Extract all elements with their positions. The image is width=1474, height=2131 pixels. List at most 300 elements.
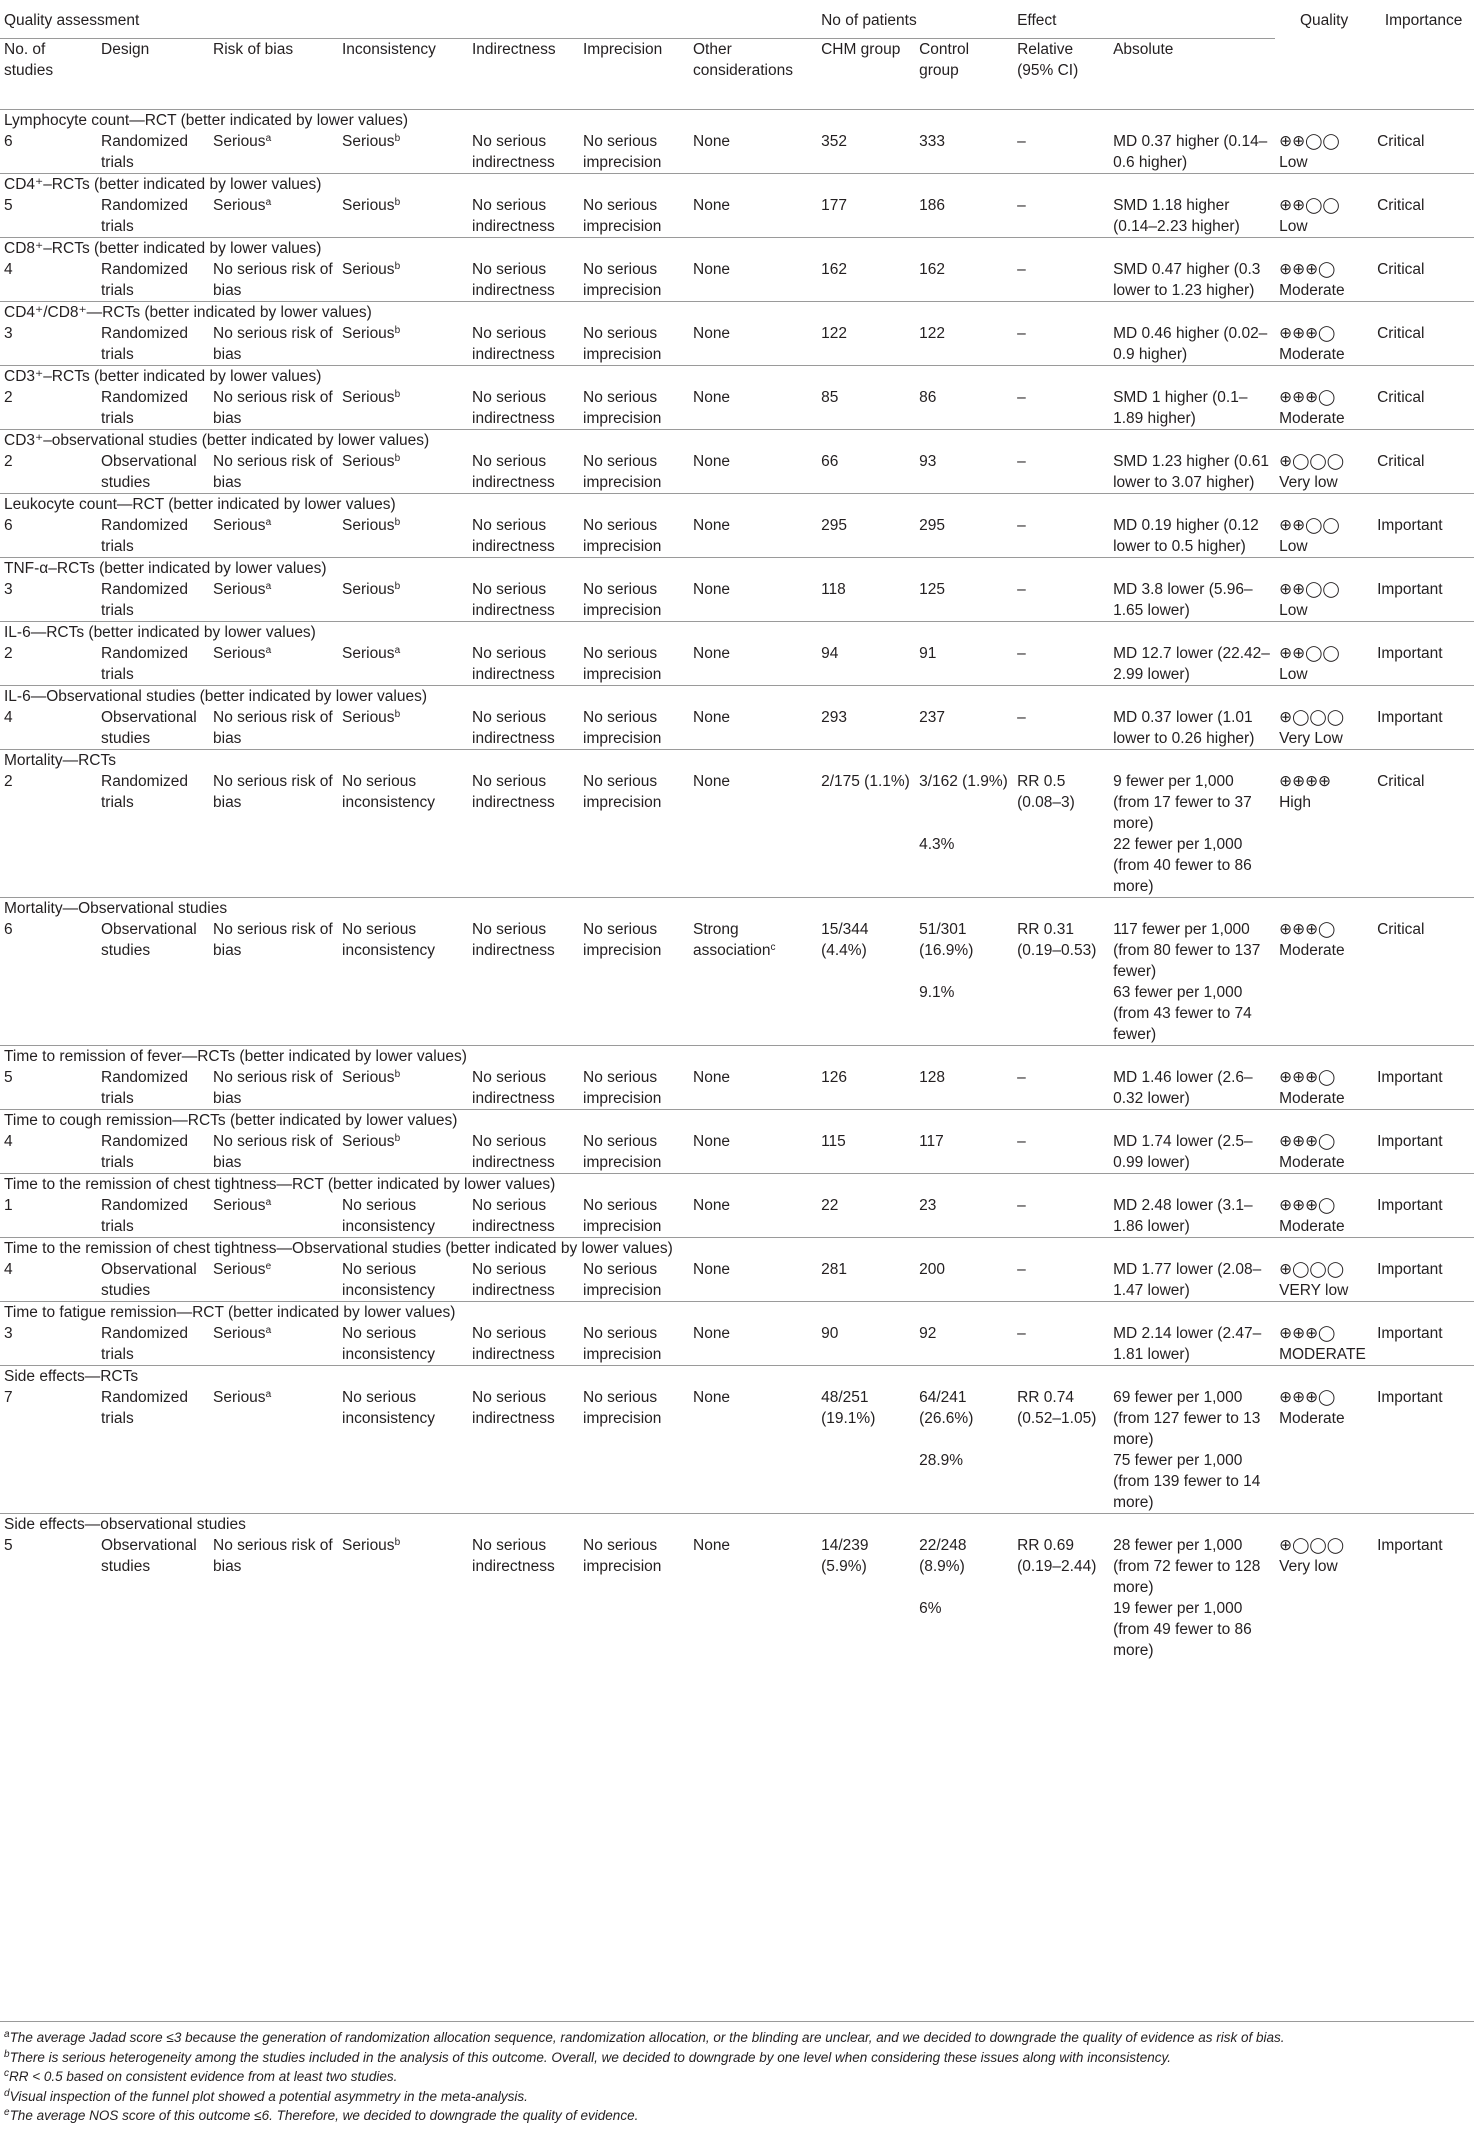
cell-no-of-studies: 2	[4, 773, 13, 790]
cell-imprecision: No serious imprecision	[583, 389, 662, 427]
cell-absolute: SMD 1.18 higher (0.14–2.23 higher)	[1113, 197, 1240, 235]
cell-risk-of-bias-text: No serious risk of bias	[213, 1069, 333, 1107]
cell-inconsistency	[338, 1131, 468, 1174]
table-row	[0, 1323, 1474, 1366]
col-imprecision: Imprecision	[579, 39, 689, 110]
cell-imprecision: No serious imprecision	[583, 517, 662, 555]
footnote-mark: a	[265, 517, 272, 528]
cell-chm-group: 118	[821, 581, 846, 598]
cell-other-considerations	[689, 1450, 817, 1514]
cell-risk-of-bias	[209, 1067, 338, 1110]
section-title: Time to the remission of chest tightness—RCT (better indicated by lower values)	[0, 1174, 1474, 1196]
cell-indirectness: No serious indirectness	[472, 581, 555, 619]
cell-design: Randomized trials	[101, 325, 189, 363]
cell-other-considerations-text: None	[693, 645, 731, 662]
cell-no-of-studies: 1	[4, 1197, 13, 1214]
footnote-mark: a	[394, 645, 401, 656]
cell-imprecision: No serious imprecision	[583, 197, 662, 235]
footnote-mark: b	[394, 1069, 401, 1080]
cell-other-considerations	[689, 1259, 817, 1302]
cell-indirectness: No serious indirectness	[472, 773, 555, 811]
cell-chm-group: 2/175 (1.1%)	[821, 773, 910, 790]
cell-other-considerations	[689, 259, 817, 302]
cell-control-group: 64/241 (26.6%)	[919, 1389, 974, 1427]
cell-quality	[1275, 982, 1373, 1046]
footnote-mark: e	[265, 1261, 272, 1272]
cell-design	[97, 982, 209, 1046]
cell-inconsistency	[338, 834, 468, 898]
cell-risk-of-bias-text: Serious	[213, 1197, 266, 1214]
cell-importance: Important	[1377, 581, 1443, 598]
cell-no-of-studies: 6	[4, 133, 13, 150]
section-title: CD3⁺–observational studies (better indicated by lower values)	[0, 430, 1474, 452]
quality-rating-symbols: ⊕◯◯◯	[1279, 1537, 1345, 1554]
table-row	[0, 131, 1474, 174]
cell-inconsistency	[338, 1387, 468, 1450]
table-row	[0, 579, 1474, 622]
cell-no-of-studies: 3	[4, 581, 13, 598]
cell-risk-of-bias-text: No serious risk of bias	[213, 261, 333, 299]
quality-rating-symbols: ⊕⊕⊕⊕	[1279, 773, 1332, 790]
footnote-mark: b	[394, 453, 401, 464]
quality-rating-symbols: ⊕⊕⊕◯	[1279, 921, 1336, 938]
cell-chm-group: 295	[821, 517, 847, 534]
cell-imprecision	[579, 982, 689, 1046]
cell-quality	[1275, 919, 1373, 982]
cell-control-group: 117	[919, 1133, 944, 1150]
cell-inconsistency	[338, 579, 468, 622]
cell-other-considerations	[689, 707, 817, 750]
cell-chm-group: 94	[821, 645, 839, 662]
cell-other-considerations-text: None	[693, 709, 731, 726]
cell-absolute: MD 12.7 lower (22.42–2.99 lower)	[1113, 645, 1270, 683]
section-title: CD4⁺–RCTs (better indicated by lower values)	[0, 174, 1474, 196]
cell-absolute: MD 0.37 lower (1.01 lower to 0.26 higher)	[1113, 709, 1255, 747]
cell-relative: –	[1017, 581, 1026, 598]
section-title: Time to cough remission—RCTs (better indicated by lower values)	[0, 1110, 1474, 1132]
quality-rating-symbols: ⊕⊕⊕◯	[1279, 389, 1336, 406]
cell-control-group: 237	[919, 709, 945, 726]
cell-absolute: 19 fewer per 1,000 (from 49 fewer to 86 more)	[1113, 1600, 1252, 1659]
cell-design: Randomized trials	[101, 133, 189, 171]
cell-chm-group	[817, 834, 915, 898]
cell-risk-of-bias	[209, 1450, 338, 1514]
cell-risk-of-bias-text: Serious	[213, 1261, 266, 1278]
cell-imprecision: No serious imprecision	[583, 325, 662, 363]
cell-inconsistency-text: No serious inconsistency	[342, 773, 436, 811]
cell-design: Randomized trials	[101, 1389, 189, 1427]
footnote-marker: c	[4, 2068, 9, 2079]
quality-rating-label: VERY low	[1279, 1282, 1349, 1299]
cell-indirectness: No serious indirectness	[472, 261, 555, 299]
cell-risk-of-bias	[209, 515, 338, 558]
footnote-text: RR < 0.5 based on consistent evidence from at least two studies.	[9, 2069, 398, 2084]
cell-quality	[1275, 1598, 1373, 1661]
cell-imprecision	[579, 1598, 689, 1661]
footnote-mark: a	[265, 645, 272, 656]
cell-indirectness	[468, 1598, 579, 1661]
quality-rating-symbols: ⊕⊕⊕◯	[1279, 1325, 1336, 1342]
section-header-row	[0, 238, 1474, 260]
table-row	[0, 451, 1474, 494]
cell-inconsistency	[338, 919, 468, 982]
quality-rating-label: Low	[1279, 218, 1308, 235]
cell-risk-of-bias	[209, 771, 338, 834]
cell-design: Randomized trials	[101, 1069, 189, 1107]
cell-absolute: MD 1.74 lower (2.5–0.99 lower)	[1113, 1133, 1253, 1171]
cell-indirectness: No serious indirectness	[472, 1133, 555, 1171]
cell-no-of-studies	[0, 1598, 97, 1661]
col-importance	[1373, 39, 1474, 110]
footnote-mark: b	[394, 517, 401, 528]
cell-control-group: 9.1%	[919, 984, 955, 1001]
footnote-marker: d	[4, 2087, 10, 2099]
cell-absolute: 69 fewer per 1,000 (from 127 fewer to 13 more)	[1113, 1389, 1261, 1448]
cell-quality	[1275, 1131, 1373, 1174]
cell-risk-of-bias-text: Serious	[213, 1325, 266, 1342]
cell-no-of-studies: 7	[4, 1389, 13, 1406]
quality-rating-label: Moderate	[1279, 1090, 1345, 1107]
cell-chm-group: 48/251 (19.1%)	[821, 1389, 876, 1427]
cell-absolute: 28 fewer per 1,000 (from 72 fewer to 128 more)	[1113, 1537, 1261, 1596]
cell-inconsistency	[338, 1067, 468, 1110]
cell-imprecision: No serious imprecision	[583, 261, 662, 299]
cell-inconsistency-text: Serious	[342, 709, 395, 726]
table-row	[0, 919, 1474, 982]
cell-inconsistency	[338, 451, 468, 494]
cell-control-group: 122	[919, 325, 945, 342]
section-title: Time to the remission of chest tightness—Observational studies (better indicated by lower values)	[0, 1238, 1474, 1260]
cell-other-considerations-text: None	[693, 261, 731, 278]
cell-other-considerations-text: None	[693, 1197, 731, 1214]
cell-chm-group	[817, 1450, 915, 1514]
section-header-row	[0, 366, 1474, 388]
cell-chm-group	[817, 1598, 915, 1661]
cell-relative: –	[1017, 645, 1026, 662]
cell-risk-of-bias	[209, 195, 338, 238]
section-header-row	[0, 686, 1474, 708]
quality-rating-symbols: ⊕⊕◯◯	[1279, 133, 1340, 150]
table-row	[0, 323, 1474, 366]
cell-no-of-studies: 2	[4, 453, 13, 470]
section-title: CD3⁺–RCTs (better indicated by lower values)	[0, 366, 1474, 388]
cell-control-group: 200	[919, 1261, 945, 1278]
cell-absolute: 22 fewer per 1,000 (from 40 fewer to 86 more)	[1113, 836, 1252, 895]
cell-design: Randomized trials	[101, 773, 189, 811]
cell-design	[97, 834, 209, 898]
cell-relative: –	[1017, 1261, 1026, 1278]
cell-risk-of-bias-text: No serious risk of bias	[213, 1537, 333, 1575]
cell-other-considerations-text: None	[693, 581, 731, 598]
table-row	[0, 1131, 1474, 1174]
quality-rating-symbols: ⊕⊕⊕◯	[1279, 1389, 1336, 1406]
cell-absolute: SMD 0.47 higher (0.3 lower to 1.23 higher)	[1113, 261, 1261, 299]
cell-indirectness: No serious indirectness	[472, 709, 555, 747]
quality-rating-label: High	[1279, 794, 1311, 811]
col-control-group: Control group	[915, 39, 1013, 110]
cell-risk-of-bias	[209, 1535, 338, 1598]
cell-quality	[1275, 643, 1373, 686]
section-header-row	[0, 622, 1474, 644]
section-title: CD8⁺–RCTs (better indicated by lower values)	[0, 238, 1474, 260]
cell-absolute: MD 0.19 higher (0.12 lower to 0.5 higher)	[1113, 517, 1259, 555]
cell-design: Observational studies	[101, 1261, 197, 1299]
cell-indirectness: No serious indirectness	[472, 517, 555, 555]
section-header-row	[0, 174, 1474, 196]
cell-absolute: MD 2.14 lower (2.47–1.81 lower)	[1113, 1325, 1262, 1363]
cell-no-of-studies: 5	[4, 1537, 13, 1554]
table-row	[0, 771, 1474, 834]
cell-imprecision: No serious imprecision	[583, 453, 662, 491]
cell-chm-group: 352	[821, 133, 847, 150]
table-row	[0, 1598, 1474, 1661]
cell-other-considerations-text: None	[693, 1389, 731, 1406]
cell-absolute: SMD 1 higher (0.1–1.89 higher)	[1113, 389, 1248, 427]
cell-risk-of-bias	[209, 451, 338, 494]
table-row	[0, 259, 1474, 302]
footnote-mark: b	[394, 1537, 401, 1548]
quality-rating-symbols: ⊕◯◯◯	[1279, 709, 1345, 726]
cell-control-group: 86	[919, 389, 937, 406]
footnote-item	[0, 2087, 1474, 2107]
cell-no-of-studies: 5	[4, 197, 13, 214]
cell-importance: Important	[1377, 1537, 1443, 1554]
cell-design: Observational studies	[101, 453, 197, 491]
cell-quality	[1275, 451, 1373, 494]
cell-other-considerations	[689, 771, 817, 834]
footnote-text: The average NOS score of this outcome ≤6. Therefore, we decided to downgrade the quality of evidence.	[9, 2108, 639, 2123]
quality-rating-symbols: ⊕⊕◯◯	[1279, 517, 1340, 534]
cell-other-considerations-text: None	[693, 1069, 731, 1086]
cell-no-of-studies	[0, 1450, 97, 1514]
col-design: Design	[97, 39, 209, 110]
cell-other-considerations	[689, 1387, 817, 1450]
quality-rating-label: Low	[1279, 538, 1308, 555]
cell-risk-of-bias	[209, 1131, 338, 1174]
cell-relative: –	[1017, 709, 1026, 726]
cell-other-considerations	[689, 131, 817, 174]
cell-quality	[1275, 1259, 1373, 1302]
quality-rating-label: Moderate	[1279, 346, 1345, 363]
section-header-row	[0, 1046, 1474, 1068]
cell-absolute: 9 fewer per 1,000 (from 17 fewer to 37 more)	[1113, 773, 1252, 832]
cell-quality	[1275, 259, 1373, 302]
cell-absolute: 117 fewer per 1,000 (from 80 fewer to 137 fewer)	[1113, 921, 1261, 980]
cell-design: Randomized trials	[101, 517, 189, 555]
section-header-row	[0, 430, 1474, 452]
table-body	[0, 110, 1474, 1662]
quality-rating-label: Low	[1279, 154, 1308, 171]
cell-control-group: 125	[919, 581, 945, 598]
cell-indirectness	[468, 1450, 579, 1514]
section-header-row	[0, 1514, 1474, 1536]
cell-other-considerations	[689, 195, 817, 238]
footnote-mark: a	[265, 133, 272, 144]
cell-imprecision: No serious imprecision	[583, 1261, 662, 1299]
cell-control-group: 128	[919, 1069, 945, 1086]
cell-control-group: 295	[919, 517, 945, 534]
cell-risk-of-bias-text: Serious	[213, 133, 266, 150]
cell-inconsistency	[338, 259, 468, 302]
cell-design: Observational studies	[101, 709, 197, 747]
cell-chm-group: 14/239 (5.9%)	[821, 1537, 869, 1575]
cell-imprecision: No serious imprecision	[583, 773, 662, 811]
cell-importance: Critical	[1377, 197, 1425, 214]
cell-quality	[1275, 323, 1373, 366]
cell-inconsistency-text: No serious inconsistency	[342, 1389, 436, 1427]
section-title: Mortality—Observational studies	[0, 898, 1474, 920]
cell-other-considerations	[689, 982, 817, 1046]
cell-imprecision: No serious imprecision	[583, 1133, 662, 1171]
quality-rating-symbols: ⊕⊕⊕◯	[1279, 261, 1336, 278]
section-title: Time to fatigue remission—RCT (better indicated by lower values)	[0, 1302, 1474, 1324]
cell-indirectness: No serious indirectness	[472, 1325, 555, 1363]
cell-inconsistency-text: Serious	[342, 1537, 395, 1554]
cell-other-considerations	[689, 451, 817, 494]
cell-design: Observational studies	[101, 921, 197, 959]
cell-quality	[1275, 1067, 1373, 1110]
section-title: Leukocyte count—RCT (better indicated by lower values)	[0, 494, 1474, 516]
cell-risk-of-bias	[209, 834, 338, 898]
cell-risk-of-bias	[209, 1323, 338, 1366]
group-importance: Importance	[1384, 12, 1463, 29]
cell-risk-of-bias	[209, 259, 338, 302]
table-row	[0, 1195, 1474, 1238]
footnote-mark: b	[394, 389, 401, 400]
section-header-row	[0, 1238, 1474, 1260]
cell-inconsistency	[338, 1450, 468, 1514]
col-chm-group: CHM group	[817, 39, 915, 110]
cell-other-considerations-text: None	[693, 389, 731, 406]
cell-importance: Important	[1377, 1069, 1443, 1086]
cell-imprecision: No serious imprecision	[583, 1537, 662, 1575]
cell-chm-group: 293	[821, 709, 847, 726]
footnote-item	[0, 2106, 1474, 2126]
cell-risk-of-bias	[209, 707, 338, 750]
cell-absolute: MD 1.46 lower (2.6–0.32 lower)	[1113, 1069, 1253, 1107]
cell-importance: Critical	[1377, 389, 1425, 406]
cell-risk-of-bias	[209, 1259, 338, 1302]
section-header-row	[0, 110, 1474, 132]
cell-imprecision: No serious imprecision	[583, 921, 662, 959]
cell-relative: –	[1017, 1325, 1026, 1342]
cell-imprecision	[579, 834, 689, 898]
quality-rating-label: Moderate	[1279, 1154, 1345, 1171]
cell-relative: RR 0.74 (0.52–1.05)	[1017, 1389, 1097, 1427]
cell-no-of-studies: 4	[4, 261, 13, 278]
cell-control-group: 186	[919, 197, 945, 214]
cell-chm-group: 126	[821, 1069, 847, 1086]
cell-relative	[1013, 1450, 1109, 1514]
col-relative: Relative (95% CI)	[1013, 39, 1109, 110]
cell-control-group: 4.3%	[919, 836, 955, 853]
footnote-text: The average Jadad score ≤3 because the generation of randomization allocation sequence, randomization allocation, or the blinding are unclear, and we decided to downgrade the quality of evidence as risk of bias.	[9, 2030, 1285, 2045]
cell-indirectness: No serious indirectness	[472, 1069, 555, 1107]
cell-inconsistency	[338, 323, 468, 366]
section-title: Time to remission of fever—RCTs (better indicated by lower values)	[0, 1046, 1474, 1068]
cell-design	[97, 1598, 209, 1661]
cell-other-considerations-text: None	[693, 325, 731, 342]
cell-no-of-studies: 4	[4, 1133, 13, 1150]
quality-rating-symbols: ⊕⊕⊕◯	[1279, 1197, 1336, 1214]
cell-no-of-studies	[0, 982, 97, 1046]
cell-relative: –	[1017, 197, 1026, 214]
group-effect: Effect	[1013, 10, 1275, 39]
cell-quality	[1275, 579, 1373, 622]
table-row	[0, 1387, 1474, 1450]
cell-inconsistency	[338, 1259, 468, 1302]
cell-importance: Important	[1377, 1389, 1443, 1406]
cell-inconsistency	[338, 1195, 468, 1238]
cell-design: Randomized trials	[101, 1197, 189, 1235]
cell-other-considerations	[689, 1131, 817, 1174]
quality-rating-label: Moderate	[1279, 1410, 1345, 1427]
cell-risk-of-bias	[209, 579, 338, 622]
cell-relative	[1013, 1598, 1109, 1661]
cell-chm-group: 22	[821, 1197, 839, 1214]
footnote-mark: a	[265, 1389, 272, 1400]
cell-imprecision: No serious imprecision	[583, 133, 662, 171]
cell-importance	[1373, 1450, 1474, 1514]
quality-rating-label: Moderate	[1279, 1218, 1345, 1235]
table-row	[0, 1535, 1474, 1598]
cell-absolute: MD 2.48 lower (3.1–1.86 lower)	[1113, 1197, 1253, 1235]
cell-control-group: 333	[919, 133, 945, 150]
section-title: Lymphocyte count—RCT (better indicated by lower values)	[4, 112, 409, 129]
cell-chm-group: 85	[821, 389, 839, 406]
cell-risk-of-bias-text: No serious risk of bias	[213, 325, 333, 363]
footnote-mark: b	[394, 197, 401, 208]
col-quality	[1275, 39, 1373, 110]
section-header-row	[0, 898, 1474, 920]
cell-control-group: 92	[919, 1325, 937, 1342]
cell-inconsistency-text: No serious inconsistency	[342, 921, 436, 959]
cell-inconsistency-text: No serious inconsistency	[342, 1261, 436, 1299]
cell-control-group: 93	[919, 453, 937, 470]
cell-importance: Important	[1377, 517, 1443, 534]
section-title: IL-6—RCTs (better indicated by lower values)	[0, 622, 1474, 644]
footnote-text: Visual inspection of the funnel plot showed a potential asymmetry in the meta-analysis.	[9, 2088, 528, 2104]
quality-rating-label: Moderate	[1279, 942, 1345, 959]
cell-importance: Important	[1377, 709, 1443, 726]
cell-design: Randomized trials	[101, 197, 189, 235]
quality-rating-symbols: ⊕⊕◯◯	[1279, 645, 1340, 662]
section-title: Mortality—RCTs	[0, 750, 1474, 772]
cell-risk-of-bias-text: No serious risk of bias	[213, 709, 333, 747]
quality-rating-label: MODERATE	[1279, 1346, 1366, 1363]
cell-chm-group: 177	[821, 197, 847, 214]
section-header-row	[0, 750, 1474, 772]
cell-control-group: 22/248 (8.9%)	[919, 1537, 967, 1575]
cell-imprecision: No serious imprecision	[583, 1069, 662, 1107]
cell-relative: –	[1017, 1069, 1026, 1086]
cell-risk-of-bias	[209, 1195, 338, 1238]
cell-importance: Critical	[1377, 921, 1425, 938]
table-row	[0, 1450, 1474, 1514]
cell-risk-of-bias-text: Serious	[213, 197, 266, 214]
section-title: TNF-α–RCTs (better indicated by lower values)	[0, 558, 1474, 580]
cell-inconsistency	[338, 195, 468, 238]
footnote-mark: b	[394, 133, 401, 144]
cell-inconsistency-text: Serious	[342, 197, 395, 214]
quality-rating-label: Moderate	[1279, 282, 1345, 299]
cell-other-considerations-text: None	[693, 1325, 731, 1342]
footnote-mark: a	[265, 1325, 272, 1336]
cell-indirectness: No serious indirectness	[472, 1197, 555, 1235]
group-no-of-patients: No of patients	[817, 10, 1013, 39]
quality-rating-symbols: ⊕◯◯◯	[1279, 1261, 1345, 1278]
cell-relative: –	[1017, 453, 1026, 470]
